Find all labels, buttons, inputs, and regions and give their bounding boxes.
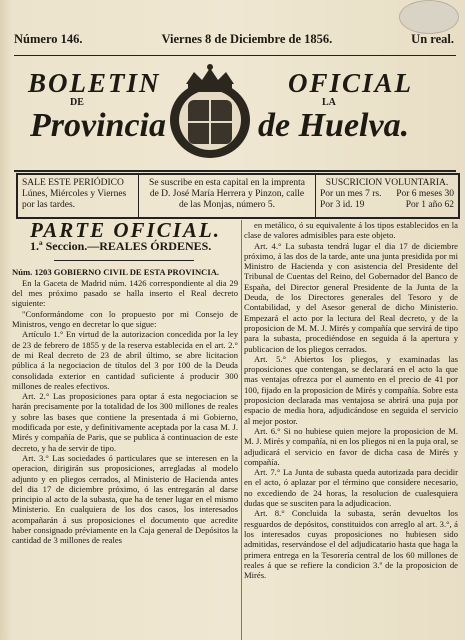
right-column (244, 220, 458, 580)
price-info: SUSCRICION VOLUNTARIA. Por un mes 7 rs. Por 6 meses 30 Por 3 id. 19 Por 1 año 62 (320, 178, 454, 210)
printer-info: Se suscribe en esta capital en la imprenta de D. José María Herrera y Pinzon, calle de las Monjas, número 5. (139, 175, 316, 217)
title-provincia: Provincia (30, 107, 166, 144)
title-boletin: BOLETIN (28, 68, 161, 98)
parte-oficial-heading: PARTE OFICIAL. (30, 218, 221, 242)
issue-number: Número 146. (14, 32, 83, 46)
masthead-line (14, 32, 454, 47)
paragraph: Art. 6.° Si no hubiese quien mejore la proposicion de M. M. J. Mirés y compañía, ni en los pliegos ni en la puja oral, se adjudicará el servicio en favor de dicha casa de Mirés y compañía. (244, 425, 458, 467)
paragraph: Art. 4.° La subasta tendrá lugar el dia 17 de diciembre próximo, á las dos de la tarde, ante una junta presidida por mi Ministro de Hacienda y con asistencia del Presidente del Tribunal de Cuentas del Reino, del Gobernador del Banco de España, del Director general Presidente de la Junta de la Deuda, de los Directores generales del Tesoro y de Contabilidad, y del Asesor general de dicho Ministerio. Empezará el acto por la lectura del Real decreto, y de la proposicion de M. M. J. Mirés y compañía que servirá de tipo para la subasta, procediéndose en seguida á la apertura y publicacion de los pliegos cerrados. (244, 240, 458, 354)
subscription-box (16, 173, 460, 219)
section-heading: 1.ª Seccion.—REALES ÓRDENES. (30, 239, 212, 254)
paragraph: En la Gaceta de Madrid núm. 1426 correspondiente al dia 29 del mes próximo pasado se halla inserto el Real decreto siguiente: (12, 277, 238, 309)
paragraph: "Conformándome con lo propuesto por mi Consejo de Ministros, vengo en decretar lo que sigue: (12, 308, 238, 330)
library-stamp (399, 0, 459, 34)
paragraph: en metálico, ó su equivalente á los tipos establecidos en la clase de valores admisibles para este objeto. (244, 220, 458, 241)
section-rule (54, 260, 194, 261)
article-heading: Núm. 1203 GOBIERNO CIVIL DE ESTA PROVINCIA. (12, 266, 220, 277)
issue-date: Viernes 8 de Diciembre de 1856. (161, 32, 333, 46)
header-rule (14, 170, 456, 172)
paragraph: Art. 8.° Concluida la subasta, serán devueltos los resguardos de depósitos, constituidos con arreglo al art. 3.°, á los interesados cuyas proposiciones no hubiesen sido admitidas, reservándose el del adjudicatario hasta que haga la primera entrega en la Tesorería central de los 60 millones de reales á que se refiere la condicion 3.ª de la proposicion de Mirés. (244, 508, 458, 581)
paragraph: Art. 7.° La Junta de subasta queda autorizada para decidir en el acto, ó aplazar por el término que considere necesario, no excediendo de 24 horas, la resolucion de cualesquiera dudas que se susciten para la adjudicacion. (244, 467, 458, 509)
title-de: DE (70, 97, 84, 108)
paragraph: Art. 2.° Las proposiciones para optar á esta negociacion se harán precisamente por la totalidad de los 300 millones de reales y sobre las bases que contiene la presentada á mi Gobierno, modificada por este, y definitivamente aceptada por la casa M. J. Mirés y compañía de Paris, que se publica á continuacion de este decreto, y ha de servir de tipo. (12, 391, 238, 453)
paragraph: Artículo 1.° En virtud de la autorizacion concedida por la ley de 23 de febrero de 1855 y de la reserva establecida en el art. 2.° de mi Real decreto de 23 de abril último, se abre licitacion pública á la negociacion de títulos del 3 por 100 de la Deuda consolidada exterior en cantidad suficiente á producir 300 millones de reales efectivos. (12, 329, 238, 391)
issue-price: Un real. (411, 32, 454, 46)
paragraph: Art. 3.° Las sociedades ó particulares que se interesen en la operacion, dirigirán sus proposiciones, arregladas al modelo adjunto y en pliegos cerrados, al Ministerio de Hacienda antes del dia 17 de diciembre próximo, ó las entregarán al darse principio al acto de la subasta, que ha de tener lugar en el mismo Ministerio. En cualquiera de los dos casos, los interesados acompañarán á sus proposiciones el documento que acredite haber consignado préviamente en la Caja general de Depósitos la cantidad de 3 millones de reales (12, 452, 238, 546)
title-la: LA (322, 97, 336, 108)
masthead-rule (14, 55, 456, 56)
coat-of-arms-icon (158, 62, 263, 166)
schedule-info: SALE ESTE PERIÓDICO Lúnes, Miércoles y Viernes por las tardes. (18, 175, 139, 217)
paragraph: Art. 5.° Abiertos los pliegos, y examinadas las proposiciones que contengan, se declarará en el acto la que mas ventajas ofrezca por el aumento en el precio de 41 por 100, fijado en la proposicion de Mirés y compañía. Sobre esta proposicion declarada mas ventajosa se abrirá una puja por espacio de media hora, adjudicándose en seguida el servicio al mejor postor. (244, 353, 458, 426)
title-oficial: OFICIAL (288, 68, 414, 98)
column-divider (241, 220, 242, 640)
title-huelva: de Huelva. (258, 107, 410, 144)
left-column (12, 218, 238, 546)
